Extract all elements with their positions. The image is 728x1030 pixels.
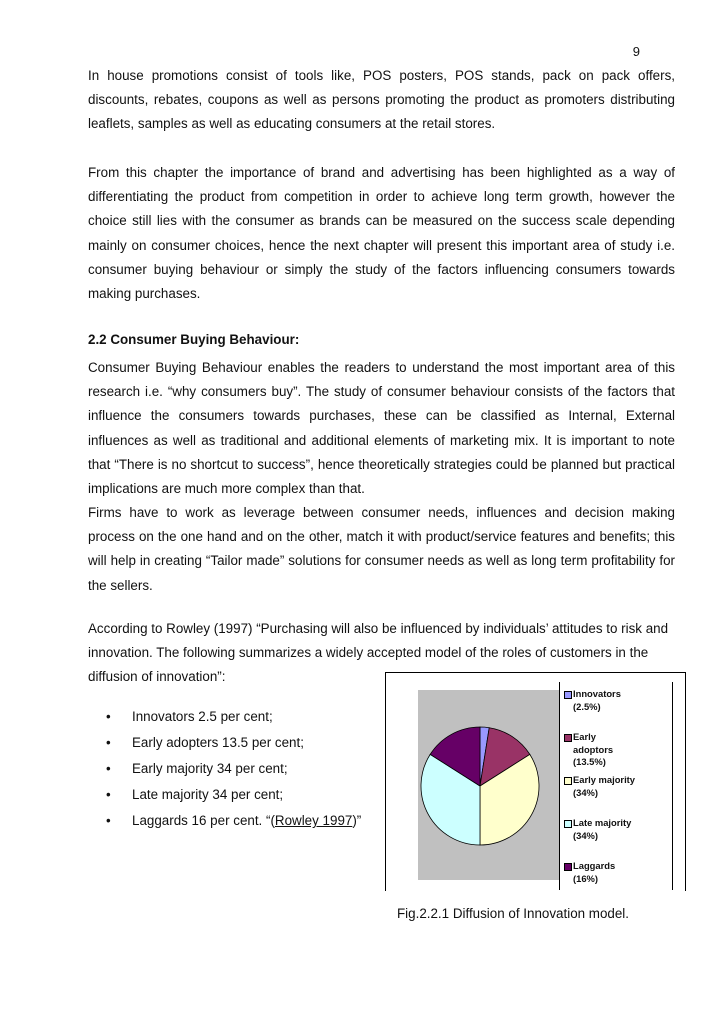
innovation-roles-list xyxy=(88,704,361,834)
paragraph-consumer-behaviour: Consumer Buying Behaviour enables the readers to understand the most important area of this research i.e. “why consumers buy”. The study of consumer behaviour consists of the factors that influence the consumers towards purchases, these can be classified as Internal, External influences as well as traditional and additional elements of marketing mix. It is important to note that “There is no shortcut to success”, hence theoretically strategies could be planned but practical implications are much more complex than that. xyxy=(88,360,675,497)
list-item-text: Innovators 2.5 per cent; xyxy=(132,709,273,724)
paragraph-brand-advertising: From this chapter the importance of brand and advertising has been highlighted as a way of differentiating the product from competition in order to achieve long term growth, however the choice still lies with the consumer as brands can be measured on the success scale depending mainly on consumer choices, hence the next chapter will present this important area of study i.e. consumer buying behaviour or simply the study of the factors influencing consumers towards making purchases. xyxy=(88,165,675,302)
list-item xyxy=(88,808,361,834)
legend-swatch xyxy=(564,691,572,699)
list-item-text-end: )” xyxy=(352,813,362,828)
legend-label: Early xyxy=(573,731,596,742)
page-number: 9 xyxy=(632,44,640,59)
rowley-citation-link[interactable]: Rowley 1997 xyxy=(274,813,353,828)
legend-label-cont: adoptors xyxy=(573,743,614,755)
bullet-marker: • xyxy=(106,761,111,776)
list-item-text: Laggards 16 per cent. “( xyxy=(132,813,275,828)
legend-swatch xyxy=(564,820,572,828)
legend-label: Late majority xyxy=(573,817,632,828)
list-item xyxy=(88,782,361,808)
list-item-text: Early majority 34 per cent; xyxy=(132,761,288,776)
legend-label: Innovators xyxy=(573,688,621,699)
legend-percent: (34%) xyxy=(573,829,599,841)
paragraph-promotions: In house promotions consist of tools like, POS posters, POS stands, pack on pack offers, discounts, rebates, coupons as well as persons promoting the product as promoters distributing leaflets, samples as well as educating consumers at the retail stores. xyxy=(88,68,675,132)
chart-legend xyxy=(559,682,673,890)
legend-swatch xyxy=(564,863,572,871)
bullet-marker: • xyxy=(106,709,111,724)
legend-swatch xyxy=(564,734,572,742)
legend-swatch xyxy=(564,777,572,785)
legend-percent: (34%) xyxy=(573,786,599,798)
paragraph-rowley-quote: According to Rowley (1997) “Purchasing will also be influenced by individuals’ attitudes to risk and innovation. The following summarizes a widely accepted model of the roles of customers in the diffusion of innovation”: xyxy=(88,621,669,685)
legend-item-early-majority xyxy=(564,774,674,799)
legend-percent: (2.5%) xyxy=(573,700,601,712)
legend-percent: (13.5%) xyxy=(573,756,606,767)
list-item xyxy=(88,756,361,782)
legend-item-innovators xyxy=(564,688,674,713)
legend-percent: (16%) xyxy=(573,872,599,884)
list-item xyxy=(88,704,361,730)
legend-label: Early majority xyxy=(573,774,636,785)
bullet-marker: • xyxy=(106,787,111,802)
list-item-text: Early adopters 13.5 per cent; xyxy=(132,735,304,750)
legend-label: Laggards xyxy=(573,860,616,871)
list-item xyxy=(88,730,361,756)
legend-item-early-adoptors xyxy=(564,731,674,769)
bullet-marker: • xyxy=(106,735,111,750)
pie-plot-area xyxy=(418,690,560,880)
figure-caption: Fig.2.2.1 Diffusion of Innovation model. xyxy=(397,906,629,921)
bullet-marker: • xyxy=(106,813,111,828)
legend-item-late-majority xyxy=(564,817,674,842)
list-item-text: Late majority 34 per cent; xyxy=(132,787,284,802)
section-heading: 2.2 Consumer Buying Behaviour: xyxy=(88,332,300,347)
paragraph-firms-leverage: Firms have to work as leverage between consumer needs, influences and decision making process on the one hand and on the other, match it with product/service features and benefits; this will help in creating “Tailor made” solutions for consumer needs as well as long term profitability for the sellers. xyxy=(88,505,675,593)
legend-item-laggards xyxy=(564,860,674,885)
